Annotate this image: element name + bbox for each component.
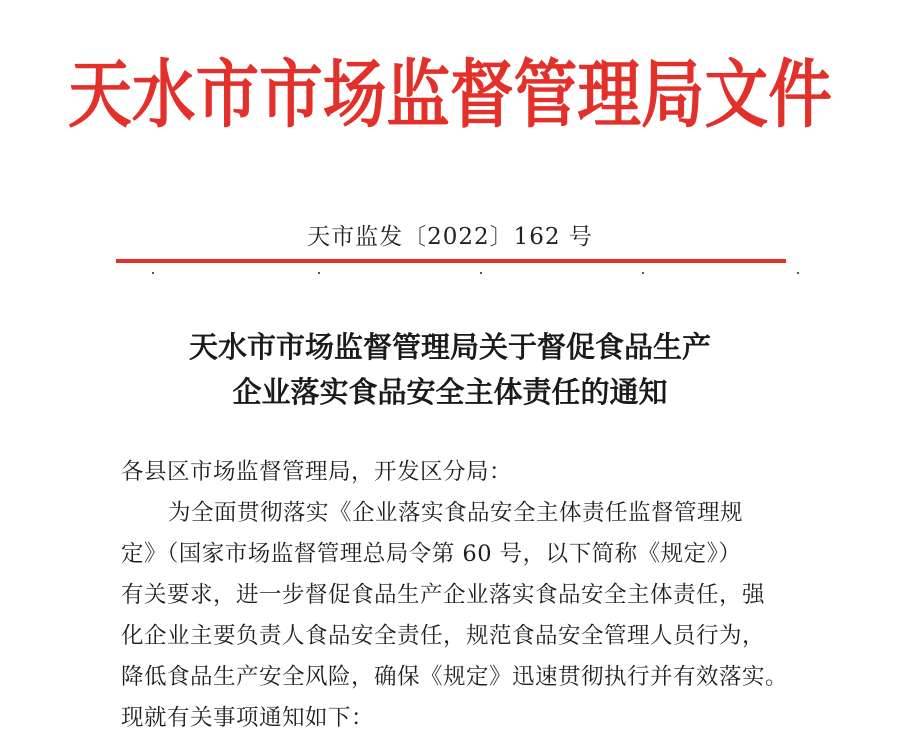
addressee-line: 各县区市场监督管理局，开发区分局： <box>121 459 513 485</box>
notice-title <box>0 325 900 415</box>
scan-specks <box>0 272 900 278</box>
paragraph-line: 有关要求，进一步督促食品生产企业落实食品安全主体责任，强 <box>121 582 766 608</box>
notice-title-line-2: 企业落实食品安全主体责任的通知 <box>232 375 668 409</box>
paragraph-line: 化企业主要负责人食品安全责任，规范食品安全管理人员行为， <box>121 623 766 649</box>
paragraph-line: 定》（国家市场监督管理总局令第 60 号，以下简称《规定》） <box>121 541 742 567</box>
speck-dot <box>152 272 154 274</box>
document-number: 天市监发〔2022〕162 号 <box>307 224 593 250</box>
speck-dot <box>642 272 644 274</box>
paragraph-line: 为全面贯彻落实《企业落实食品安全主体责任监督管理规 <box>168 500 744 526</box>
paragraph-line: 降低食品生产安全风险，确保《规定》迅速贯彻执行并有效落实。 <box>121 664 789 690</box>
paragraph-line: 现就有关事项通知如下： <box>121 705 375 731</box>
speck-dot <box>318 272 320 274</box>
speck-dot <box>797 272 799 274</box>
red-separator-rule <box>116 259 786 263</box>
notice-body <box>121 452 791 739</box>
agency-header-title: 天水市市场监督管理局文件 <box>68 52 832 138</box>
notice-title-line-1: 天水市市场监督管理局关于督促食品生产 <box>188 330 711 364</box>
speck-dot <box>480 272 482 274</box>
